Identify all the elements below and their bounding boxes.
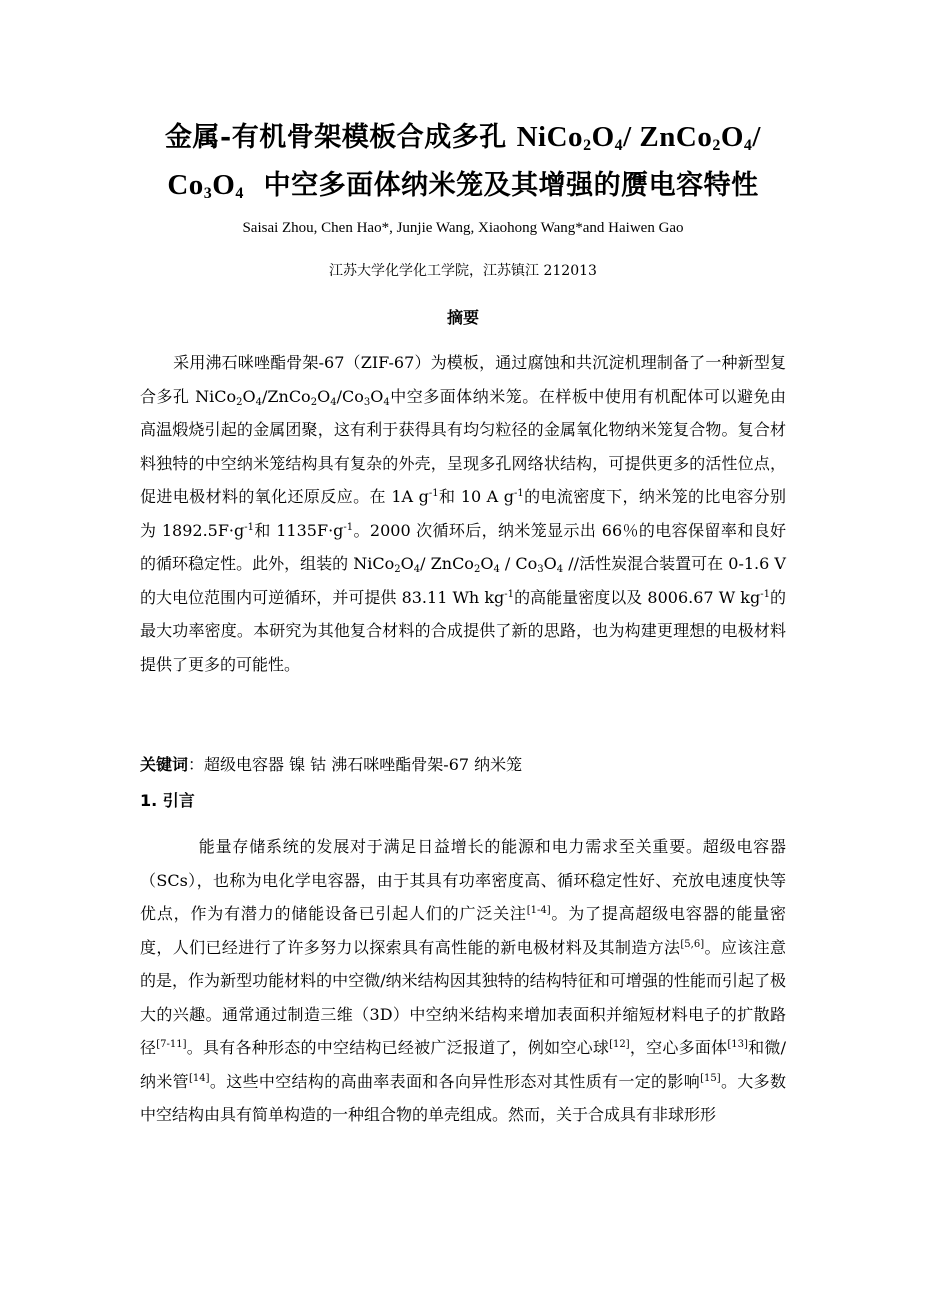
abstract-heading: 摘要	[446, 308, 479, 327]
keywords: 关键词：超级电容器 镍 钴 沸石咪唑酯骨架-67 纳米笼	[140, 755, 523, 774]
citation: [7-11]	[156, 1039, 187, 1050]
title-formula-1: $NiCo_2O_4/$ $ZnCo_2O_4/$	[516, 121, 761, 154]
section-heading-introduction: 1. 引言	[140, 791, 195, 810]
paper-title-line-1	[60, 118, 866, 157]
paper-title-line-2	[60, 166, 866, 205]
title-formula-2: $Co_3O_4$	[167, 169, 244, 202]
citation: [14]	[189, 1072, 210, 1084]
citation: [1-4]	[526, 905, 551, 916]
introduction-text: 能量存储系统的发展对于满足日益增长的能源和电力需求至关重要。超级电容器（SCs），也称为电化学电容器，由于其具有功率密度高、循环稳定性好、充放电速度快等优点，作为有潜力的储能设备已引起人们的广泛关注[1-4]。为了提高超级电容器的能量密度，人们已经进行了许多努力以探索具有高性能的新电极材料及其制造方法[5,6]。应该注意的是，作为新型功能材料的中空微/纳米结构因其独特的结构特征和可增强的性能而引起了极大的兴趣。通常通过制造三维（3D）中空纳米结构来增加表面积并缩短材料电子的扩散路径[7-11]。具有各种形态的中空结构已经被广泛报道了，例如空心球[12]，空心多面体[13]和微/纳米管[14]。这些中空结构的高曲率表面和各向异性形态对其性质有一定的影响[15]。大多数中空结构由具有简单构造的一种组合物的单壳组成。然而，关于合成具有非球形形	[140, 837, 786, 1124]
title-cn-part-1: 金属-有机骨架模板合成多孔	[165, 122, 517, 153]
citation: [15]	[700, 1072, 721, 1084]
keywords-text: 超级电容器 镍 钴 沸石咪唑酯骨架-67 纳米笼	[204, 755, 523, 774]
abstract-text: 采用沸石咪唑酯骨架-67（ZIF-67）为模板，通过腐蚀和共沉淀机理制备了一种新型复合多孔 $NiCo_2O_4/ZnCo_2O_4/Co_3O_4$中空多面体纳米笼。在样板中使用有机配体可以避免由高温煅烧引起的金属团聚，这有利于获得具有均匀粒径的金属氧化物纳米笼复合物。复合材料独特的中空纳米笼结构具有复杂的外壳，呈现多孔网络状结构，可提供更多的活性位点，促进电极材料的氧化还原反应。在 1A $g^{-1}$和 10 A $g^{-1}$的电流密度下，纳米笼的比电容分别为 $1892.5F\cdot g^{-1}$和 $1135F\cdot g^{-1}$。2000 次循环后，纳米笼显示出 66％的电容保留率和良好的循环稳定性。此外，组装的 $NiCo_2O_4/$ $ZnCo_2O_4 / Co_3O_4$ //活性炭混合装置可在 0-1.6 V 的大电位范围内可逆循环，并可提供 83.11 Wh $kg^{-1}$的高能量密度以及 8006.67 W $kg^{-1}$的最大功率密度。本研究为其他复合材料的合成提供了新的思路，也为构建更理想的电极材料提供了更多的可能性。	[140, 353, 786, 674]
author-list: Saisai Zhou, Chen Hao*, Junjie Wang, Xiaohong Wang*and Haiwen Gao	[242, 220, 684, 236]
citation: [5,6]	[680, 938, 705, 950]
citation: [13]	[727, 1039, 748, 1050]
keywords-label: 关键词	[140, 755, 189, 774]
title-cn-part-2: 中空多面体纳米笼及其增强的赝电容特性	[263, 170, 759, 201]
citation: [12]	[609, 1039, 630, 1050]
affiliation: 江苏大学化学化工学院，江苏镇江 212013	[329, 263, 597, 279]
